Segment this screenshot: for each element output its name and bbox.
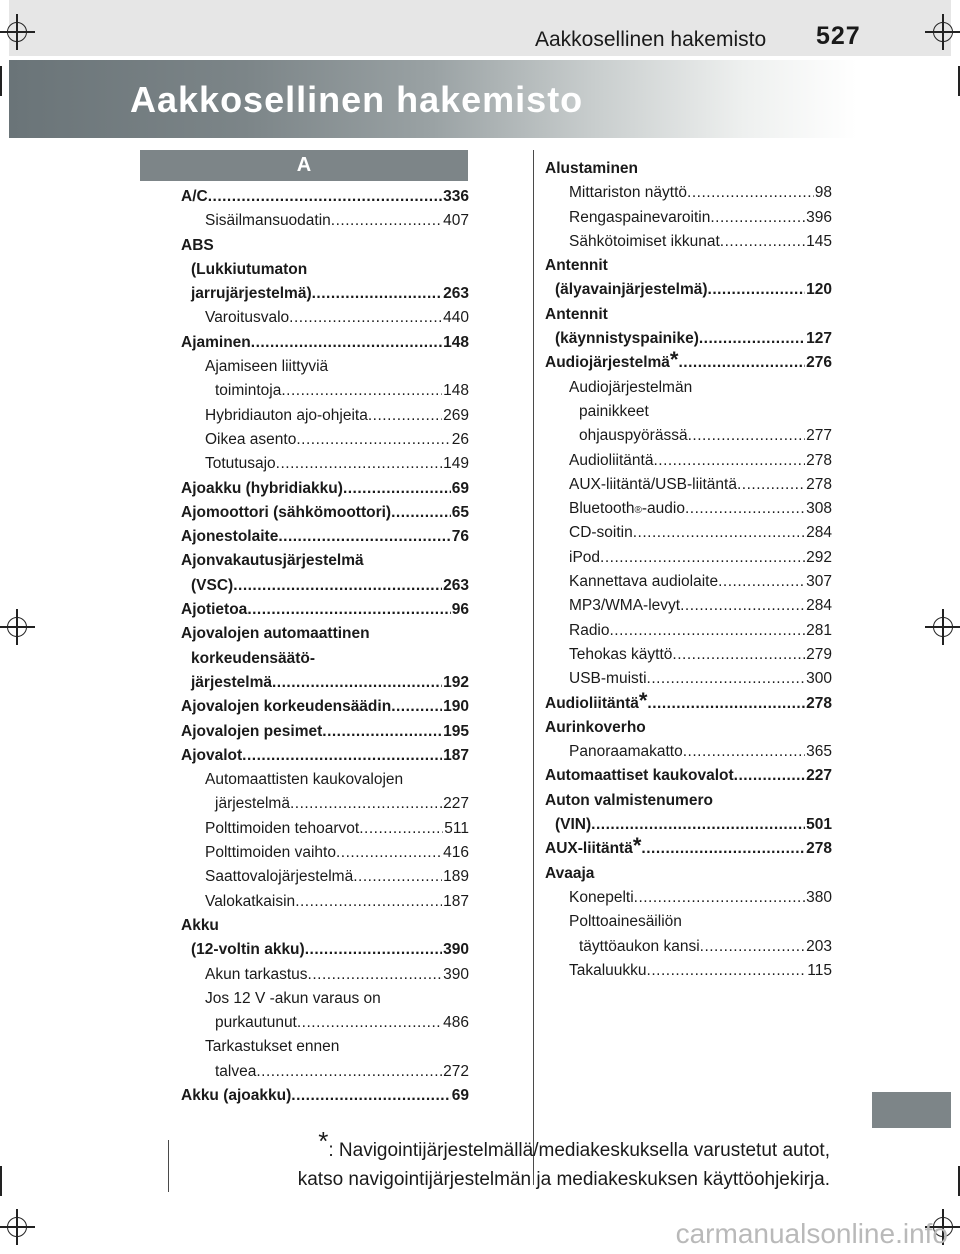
index-entry-page[interactable]: 281 xyxy=(806,621,832,639)
page-number: 527 xyxy=(816,22,861,50)
index-entry-term: (älyavainjärjestelmä) xyxy=(555,281,708,299)
index-entry-term: Valokatkaisin xyxy=(205,892,296,910)
index-entry-page[interactable]: 278 xyxy=(806,451,832,469)
index-entry xyxy=(545,570,832,594)
dot-leader xyxy=(678,351,805,375)
index-entry-page[interactable]: 416 xyxy=(443,844,469,862)
index-entry-term: Antennit xyxy=(545,257,608,275)
index-entry-term: Bluetooth xyxy=(569,500,635,518)
index-entry-term: järjestelmä xyxy=(191,673,272,691)
dot-leader xyxy=(720,230,805,254)
index-entry-page[interactable]: 380 xyxy=(806,888,832,906)
index-entry-term: Tarkastukset ennen xyxy=(205,1038,340,1056)
index-entry-page[interactable]: 269 xyxy=(443,406,469,424)
index-entry-term: Oikea asento xyxy=(205,430,297,448)
index-entry-page[interactable]: 96 xyxy=(451,601,469,619)
index-entry xyxy=(181,792,469,816)
index-entry-page[interactable]: 365 xyxy=(806,743,832,761)
index-entry xyxy=(181,963,469,987)
index-entry-page[interactable]: 127 xyxy=(806,330,832,348)
index-entry xyxy=(545,303,832,327)
index-entry xyxy=(545,278,832,302)
dot-leader xyxy=(737,473,805,497)
dot-leader xyxy=(295,890,442,914)
running-header-title: Aakkosellinen hakemisto xyxy=(535,28,767,51)
index-entry-page[interactable]: 65 xyxy=(451,503,469,521)
index-entry-page[interactable]: 336 xyxy=(443,188,469,205)
index-entry xyxy=(181,841,469,865)
dot-leader xyxy=(641,837,805,861)
index-entry-page[interactable]: 187 xyxy=(443,746,469,764)
dot-leader xyxy=(290,792,442,816)
index-entry xyxy=(545,424,832,448)
index-entry xyxy=(181,428,469,452)
index-entry xyxy=(181,477,469,501)
index-entry-page[interactable]: 278 xyxy=(806,694,832,712)
index-entry xyxy=(181,282,469,306)
index-entry-page[interactable]: 263 xyxy=(443,285,469,303)
index-entry-term: Audiojärjestelmän xyxy=(569,378,693,396)
index-entry xyxy=(545,473,832,497)
index-entry xyxy=(545,206,832,230)
index-entry-term: Polttimoiden tehoarvot xyxy=(205,819,360,837)
index-entry xyxy=(181,209,469,233)
dot-leader xyxy=(734,764,805,788)
section-letter-header: A xyxy=(140,150,468,181)
index-entry-page[interactable]: 145 xyxy=(806,232,832,250)
index-entry-term: Mittariston näyttö xyxy=(569,184,688,202)
index-entry-term: Audioliitäntä xyxy=(569,451,654,469)
index-entry-term: (käynnistyspainike) xyxy=(555,330,699,348)
index-entry-term: Totutusajo xyxy=(205,455,276,473)
index-entry xyxy=(181,768,469,792)
index-entry xyxy=(181,404,469,428)
crop-mark xyxy=(958,66,960,96)
index-entry-term: Ajovalojen automaattinen xyxy=(181,625,370,643)
index-entry xyxy=(545,521,832,545)
index-entry-term: Ajonestolaite xyxy=(181,528,279,546)
index-entry: Audioliitäntä * ..... 278 xyxy=(545,692,832,716)
index-entry xyxy=(545,910,832,934)
index-entry-term: Sähkötoimiset ikkunat xyxy=(569,232,720,250)
index-entry-page[interactable]: 511 xyxy=(444,819,469,837)
watermark: carmanualsonline.info xyxy=(675,1218,948,1249)
index-entry-term: Audiojärjestelmä xyxy=(545,354,670,372)
dot-leader xyxy=(647,667,806,691)
index-entry-term: ABS xyxy=(181,236,214,254)
index-entry xyxy=(545,254,832,278)
index-entry xyxy=(545,181,832,205)
index-column-right xyxy=(545,157,832,983)
index-entry-page[interactable]: 390 xyxy=(443,965,469,983)
dot-leader xyxy=(647,959,807,983)
dot-leader xyxy=(699,327,805,351)
index-entry-page[interactable]: 26 xyxy=(451,430,469,448)
dot-leader xyxy=(353,865,442,889)
dot-leader xyxy=(368,404,442,428)
index-entry-term: Ajovalojen korkeudensäädin xyxy=(181,698,392,716)
index-entry xyxy=(545,230,832,254)
index-entry xyxy=(181,258,469,282)
index-entry xyxy=(181,598,469,622)
index-entry xyxy=(181,890,469,914)
crop-mark xyxy=(958,1166,960,1196)
index-entry-term: Polttoainesäiliön xyxy=(569,913,682,931)
index-entry xyxy=(181,744,469,768)
dot-leader xyxy=(322,720,442,744)
index-entry-term: MP3/WMA-levyt xyxy=(569,597,681,615)
dot-leader xyxy=(272,671,442,695)
index-entry-term: korkeudensäätö- xyxy=(191,649,316,667)
index-entry-page[interactable]: 227 xyxy=(806,767,832,785)
index-entry xyxy=(181,1060,469,1084)
dot-leader xyxy=(391,501,451,525)
index-entry xyxy=(181,622,469,646)
dot-leader xyxy=(710,206,805,230)
index-entry xyxy=(181,817,469,841)
dot-leader xyxy=(276,452,442,476)
index-entry-term: purkautunut xyxy=(215,1014,297,1032)
index-entry-suffix: -audio xyxy=(641,500,685,518)
index-entry-term: täyttöaukon kansi xyxy=(579,937,700,955)
index-entry-term: Takaluukku xyxy=(569,961,647,979)
index-entry-page[interactable]: 278 xyxy=(806,840,832,858)
index-entry xyxy=(545,935,832,959)
index-entry-page[interactable]: 195 xyxy=(443,722,469,740)
index-entry-page[interactable]: 203 xyxy=(806,937,832,955)
index-entry-page[interactable]: 277 xyxy=(806,427,832,445)
registration-mark xyxy=(0,1209,35,1245)
index-entry-term: painikkeet xyxy=(579,402,649,420)
index-entry-term: A/C xyxy=(181,188,208,205)
index-entry-term: Audioliitäntä xyxy=(545,694,639,712)
index-entry xyxy=(545,400,832,424)
index-entry-term: talvea xyxy=(215,1062,257,1080)
footnote-line-2: katso navigointijärjestelmän ja mediakeskuksen käyttöohjekirja. xyxy=(297,1169,830,1190)
dot-leader xyxy=(336,841,442,865)
registration-mark xyxy=(0,14,35,50)
dot-leader xyxy=(297,1011,442,1035)
index-entry xyxy=(181,574,469,598)
index-entry-term: Hybridiauton ajo-ohjeita xyxy=(205,406,368,424)
index-entry-page[interactable]: 278 xyxy=(806,475,832,493)
index-entry-term: Saattovalojärjestelmä xyxy=(205,868,354,886)
index-entry xyxy=(545,862,832,886)
index-entry-term: Panoraamakatto xyxy=(569,743,683,761)
index-entry xyxy=(545,716,832,740)
index-entry-page[interactable]: 148 xyxy=(443,333,469,351)
index-entry-term: Ajaminen xyxy=(181,333,251,351)
index-entry-page[interactable]: 192 xyxy=(443,673,469,691)
index-entry-term: Avaaja xyxy=(545,864,595,882)
index-entry-term: Kannettava audiolaite xyxy=(569,573,719,591)
dot-leader xyxy=(610,619,806,643)
index-entry-term: Ajovalot xyxy=(181,746,243,764)
index-entry: Bluetooth ® -audio ..... 308 xyxy=(545,497,832,521)
index-entry-term: Radio xyxy=(569,621,610,639)
dot-leader xyxy=(634,886,805,910)
index-entry xyxy=(181,234,469,258)
index-entry-page[interactable]: 486 xyxy=(443,1014,469,1032)
dot-leader xyxy=(256,1060,442,1084)
index-entry xyxy=(181,914,469,938)
index-entry-page[interactable]: 279 xyxy=(806,645,832,663)
crop-mark xyxy=(0,1166,2,1196)
thumb-index-tab xyxy=(872,1092,951,1128)
index-entry-page[interactable]: 308 xyxy=(806,500,832,518)
index-entry-page[interactable]: 407 xyxy=(443,212,469,230)
dot-leader xyxy=(700,935,805,959)
index-entry-page[interactable]: 284 xyxy=(806,524,832,542)
index-entry-page[interactable]: 149 xyxy=(443,455,469,473)
dot-leader xyxy=(708,278,806,302)
index-entry: Audiojärjestelmä * ..... 276 xyxy=(545,351,832,375)
index-entry xyxy=(181,525,469,549)
index-entry-term: järjestelmä xyxy=(215,795,290,813)
index-entry-term: Ajoakku (hybridiakku) xyxy=(181,479,343,497)
index-entry xyxy=(181,379,469,403)
crop-mark xyxy=(0,66,2,96)
index-entry-page[interactable]: 115 xyxy=(807,961,832,979)
index-column-left xyxy=(181,185,469,1108)
index-entry xyxy=(545,327,832,351)
index-entry-page[interactable]: 263 xyxy=(443,576,469,594)
index-entry-term: AUX-liitäntä xyxy=(545,840,633,858)
dot-leader xyxy=(680,594,805,618)
dot-leader xyxy=(343,477,451,501)
index-entry-page[interactable]: 307 xyxy=(806,573,832,591)
dot-leader xyxy=(247,598,450,622)
page-title: Aakkosellinen hakemisto xyxy=(130,79,584,120)
index-entry-page[interactable]: 69 xyxy=(451,479,469,497)
index-entry xyxy=(545,157,832,181)
dot-leader xyxy=(591,813,805,837)
index-entry xyxy=(181,695,469,719)
index-entry-term: (12-voltin akku) xyxy=(191,941,305,959)
dot-leader xyxy=(208,185,442,209)
index-entry-page[interactable]: 501 xyxy=(806,816,832,834)
index-entry xyxy=(181,987,469,1011)
index-entry-term: AUX-liitäntä/USB-liitäntä xyxy=(569,475,737,493)
index-entry xyxy=(181,671,469,695)
index-entry-term: CD-soitin xyxy=(569,524,633,542)
index-entry-page[interactable]: 284 xyxy=(806,597,832,615)
index-entry-term: ohjauspyörässä xyxy=(579,427,688,445)
index-entry-term: Akku xyxy=(181,916,219,934)
index-entry xyxy=(545,667,832,691)
index-entry-term: Polttimoiden vaihto xyxy=(205,844,336,862)
index-entry xyxy=(181,720,469,744)
dot-leader xyxy=(233,574,442,598)
footnote-line-1: *: Navigointijärjestelmällä/mediakeskuksella varustetut autot, xyxy=(318,1126,830,1161)
index-entry xyxy=(181,647,469,671)
index-entry xyxy=(181,1084,469,1108)
dot-leader xyxy=(600,546,805,570)
index-entry xyxy=(545,449,832,473)
index-entry-term: Akku (ajoakku) xyxy=(181,1086,292,1104)
index-entry-page[interactable]: 120 xyxy=(806,281,832,299)
dot-leader xyxy=(633,521,805,545)
dot-leader xyxy=(672,643,805,667)
index-entry xyxy=(181,549,469,573)
index-entry-term: (VIN) xyxy=(555,816,592,834)
index-entry-term: USB-muisti xyxy=(569,670,647,688)
index-entry xyxy=(181,452,469,476)
dot-leader xyxy=(647,692,805,716)
index-entry-page[interactable]: 98 xyxy=(814,184,832,202)
index-entry-page[interactable]: 190 xyxy=(443,698,469,716)
index-entry-term: Auton valmistenumero xyxy=(545,791,713,809)
header-bar xyxy=(9,0,951,56)
index-entry: AUX-liitäntä * ..... 278 xyxy=(545,837,832,861)
index-entry-term: Automaattisten kaukovalojen xyxy=(205,771,404,789)
dot-leader xyxy=(305,938,442,962)
index-entry xyxy=(181,306,469,330)
index-entry-term: iPod xyxy=(569,548,601,566)
index-entry xyxy=(181,1011,469,1035)
index-entry-page[interactable]: 276 xyxy=(806,354,832,372)
index-entry xyxy=(181,501,469,525)
index-entry-term: Ajovalojen pesimet xyxy=(181,722,323,740)
index-entry-term: Automaattiset kaukovalot xyxy=(545,767,734,785)
index-entry xyxy=(545,764,832,788)
index-entry-term: Varoitusvalo xyxy=(205,309,290,327)
index-entry-term: Rengaspainevaroitin xyxy=(569,208,711,226)
index-entry-page[interactable]: 390 xyxy=(443,941,469,959)
dot-leader xyxy=(391,695,442,719)
index-entry xyxy=(181,331,469,355)
dot-leader xyxy=(331,209,442,233)
index-entry-term: (Lukkiutumaton xyxy=(191,260,308,278)
index-entry-term: Jos 12 V -akun varaus on xyxy=(205,989,381,1007)
index-entry-term: Konepelti xyxy=(569,888,634,906)
dot-leader xyxy=(278,525,450,549)
registration-mark xyxy=(925,609,960,645)
index-entry-term: Ajotietoa xyxy=(181,601,248,619)
index-entry-term: Tehokas käyttö xyxy=(569,645,673,663)
footnote xyxy=(297,1126,830,1194)
dot-leader xyxy=(308,963,443,987)
dot-leader xyxy=(291,1084,450,1108)
footnote-divider xyxy=(168,1140,169,1192)
index-entry xyxy=(545,740,832,764)
dot-leader xyxy=(296,428,450,452)
index-entry xyxy=(545,886,832,910)
index-entry-page[interactable]: 396 xyxy=(806,208,832,226)
index-entry-term: Ajonvakautusjärjestelmä xyxy=(181,552,364,570)
index-entry xyxy=(181,865,469,889)
dot-leader xyxy=(687,181,814,205)
dot-leader xyxy=(653,449,805,473)
dot-leader xyxy=(359,817,443,841)
index-entry-term: Alustaminen xyxy=(545,160,639,177)
dot-leader xyxy=(718,570,805,594)
index-entry-term: Ajamiseen liittyviä xyxy=(205,358,329,376)
dot-leader xyxy=(312,282,443,306)
index-entry-term: jarrujärjestelmä) xyxy=(191,285,312,303)
dot-leader xyxy=(289,306,442,330)
index-entry-page[interactable]: 187 xyxy=(443,892,469,910)
index-entry xyxy=(545,959,832,983)
index-entry xyxy=(545,594,832,618)
index-entry-term: Sisäilmansuodatin xyxy=(205,212,331,230)
registration-mark xyxy=(0,609,35,645)
index-entry-term: toimintoja xyxy=(215,382,282,400)
index-entry-page[interactable]: 292 xyxy=(806,548,832,566)
dot-leader xyxy=(685,497,805,521)
footnote-mark: * xyxy=(318,1126,329,1156)
dot-leader xyxy=(683,740,805,764)
index-entry-term: Antennit xyxy=(545,305,608,323)
index-entry-page[interactable]: 148 xyxy=(443,382,469,400)
index-entry xyxy=(545,376,832,400)
index-entry xyxy=(181,185,469,209)
dot-leader xyxy=(242,744,442,768)
index-entry-term: Akun tarkastus xyxy=(205,965,308,983)
index-entry-page[interactable]: 272 xyxy=(443,1062,469,1080)
index-entry xyxy=(545,789,832,813)
dot-leader xyxy=(688,424,806,448)
index-entry xyxy=(545,546,832,570)
index-entry-term: Ajomoottori (sähkömoottori) xyxy=(181,503,392,521)
index-entry-page[interactable]: 189 xyxy=(443,868,469,886)
index-entry xyxy=(545,619,832,643)
index-entry xyxy=(545,643,832,667)
index-entry-page[interactable]: 69 xyxy=(451,1086,469,1104)
index-entry xyxy=(181,355,469,379)
index-entry-page[interactable]: 440 xyxy=(443,309,469,327)
column-divider xyxy=(533,150,534,1185)
dot-leader xyxy=(281,379,442,403)
index-entry xyxy=(181,1035,469,1059)
index-entry-page[interactable]: 76 xyxy=(451,528,469,546)
index-entry xyxy=(545,813,832,837)
index-entry-page[interactable]: 227 xyxy=(443,795,469,813)
registration-mark xyxy=(925,14,960,50)
index-entry xyxy=(181,938,469,962)
index-entry-term: (VSC) xyxy=(191,576,234,594)
index-entry-page[interactable]: 300 xyxy=(806,670,832,688)
dot-leader xyxy=(251,331,442,355)
index-entry-term: Aurinkoverho xyxy=(545,718,646,736)
